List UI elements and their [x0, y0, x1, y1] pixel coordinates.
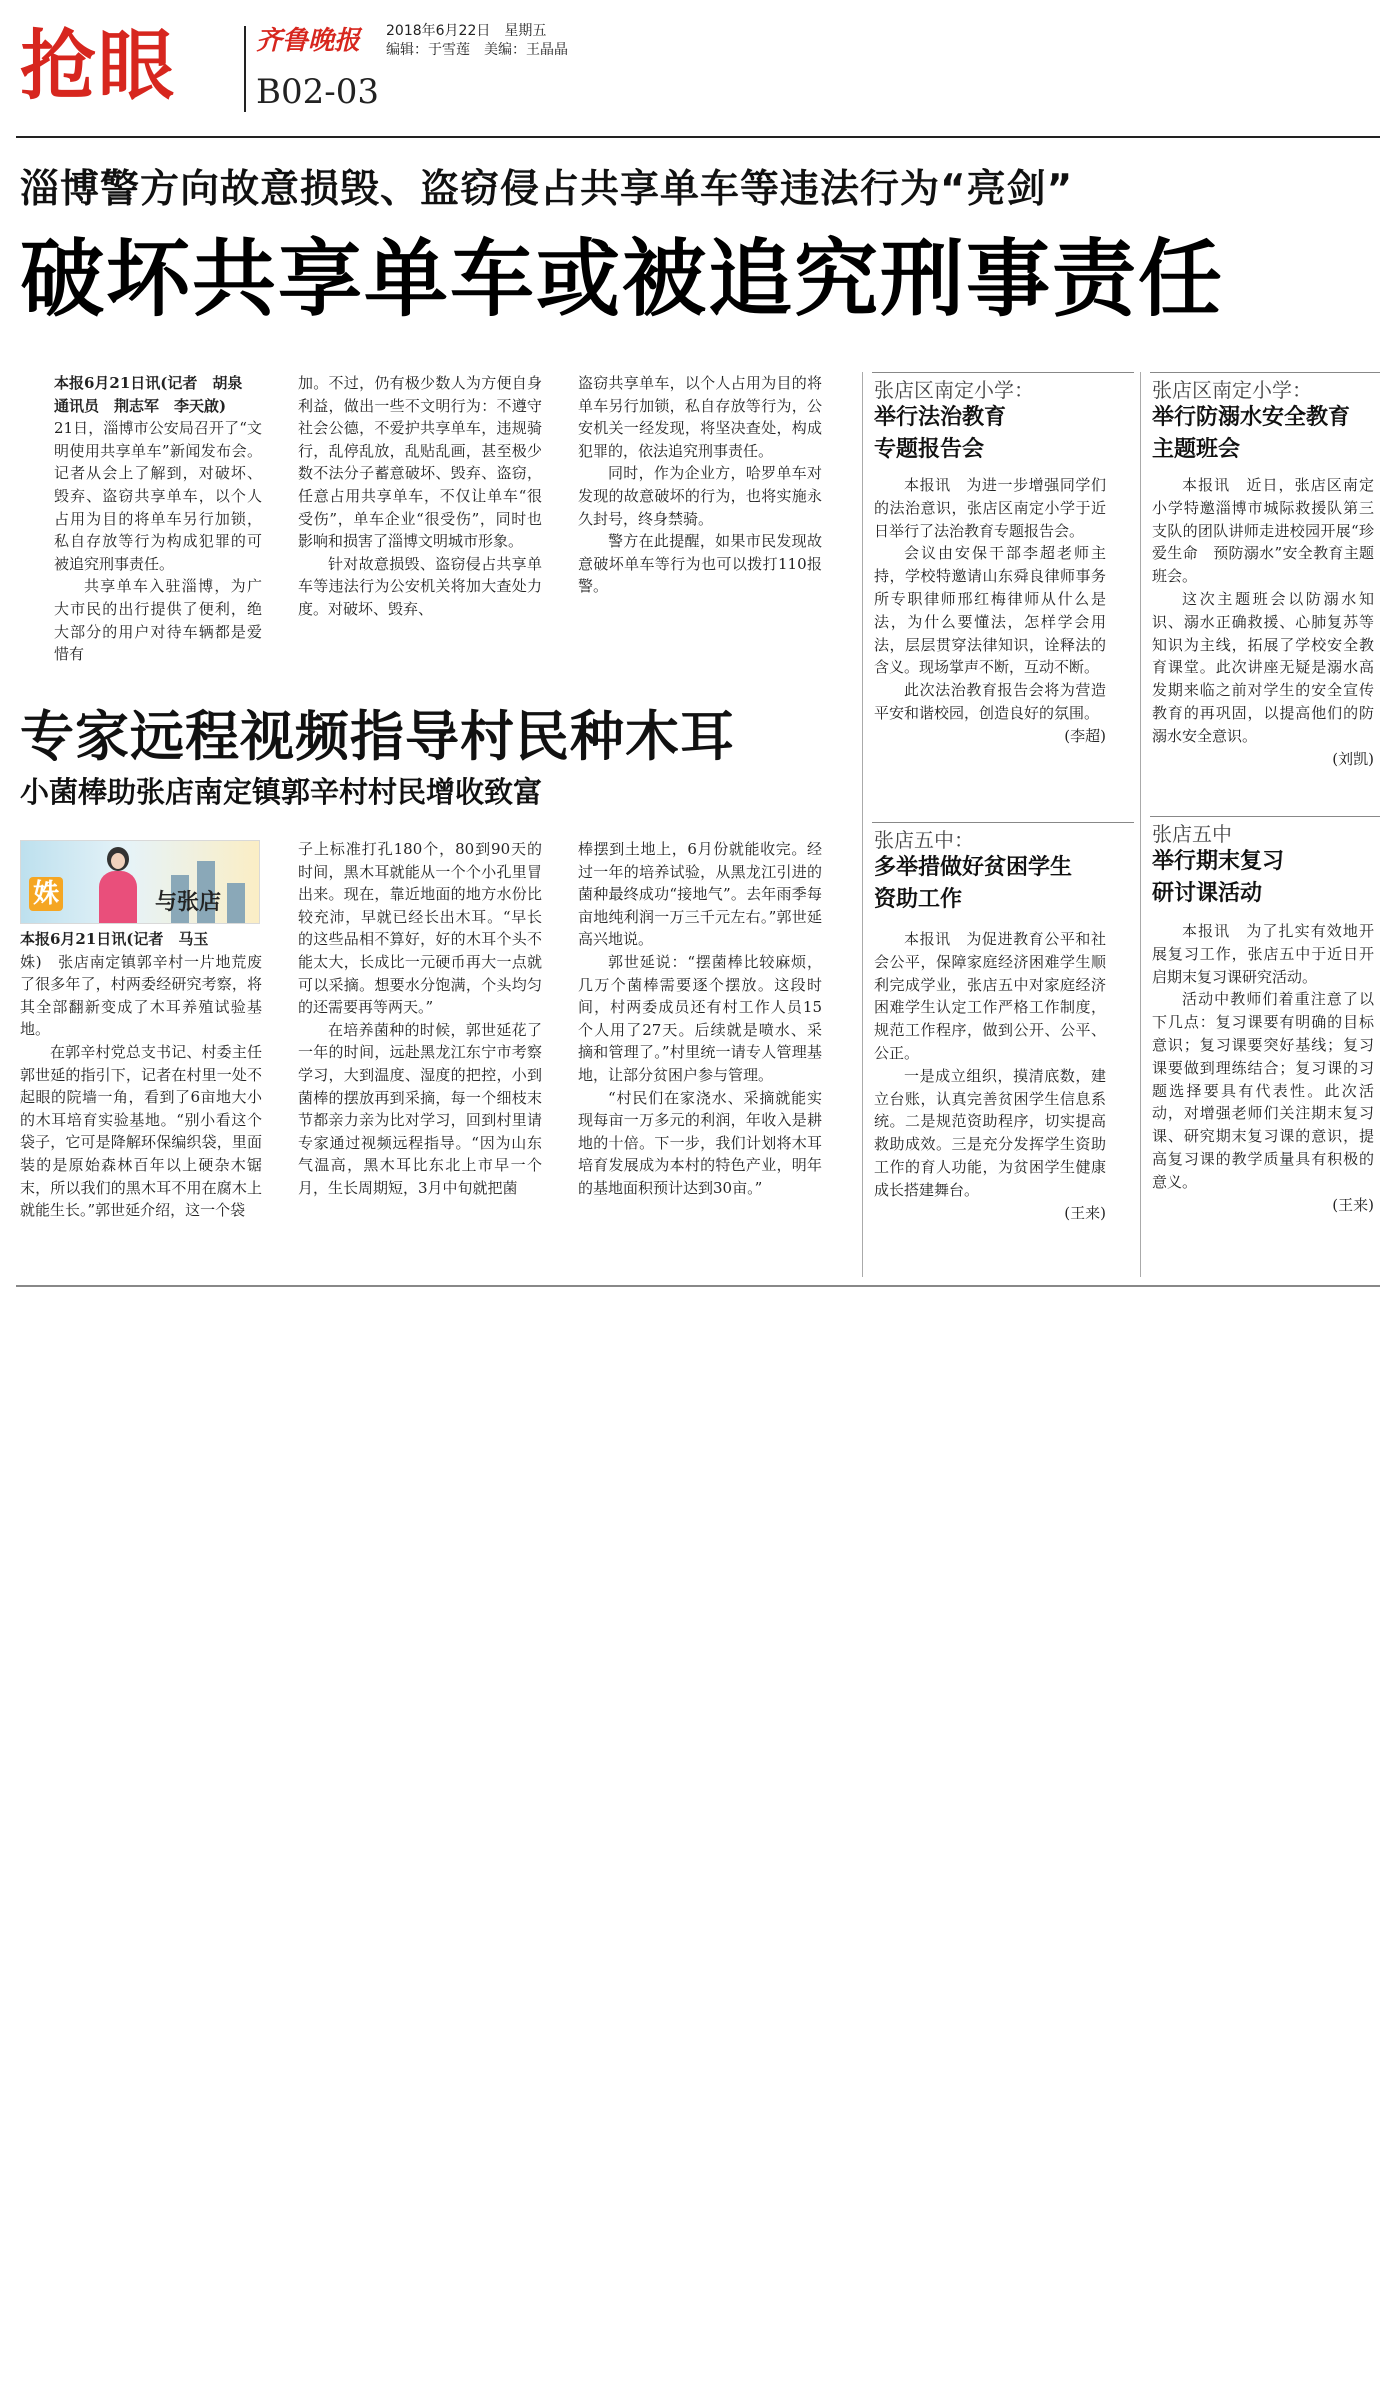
story2-column-1: [20, 928, 262, 1222]
issue-date: 2018年6月22日: [386, 23, 491, 39]
masthead: [20, 12, 1380, 124]
story2-column-2: [298, 838, 542, 1200]
brief-body: [874, 928, 1106, 1224]
article-paragraph: [298, 372, 542, 553]
brief-author: (李超): [1064, 726, 1106, 745]
article-paragraph: [298, 1019, 542, 1200]
brief-paragraph: 本报讯 为了扎实有效地开展复习工作，张店五中于近日开启期末复习课研究活动。: [1152, 922, 1374, 986]
brief-body: [874, 474, 1106, 748]
photo-tag: 姝: [29, 877, 63, 911]
brief-author: (王来): [1064, 1203, 1106, 1222]
brief-author: (王来): [1332, 1195, 1374, 1214]
article-paragraph: [578, 462, 822, 530]
header-divider: [244, 26, 246, 112]
paper-logo: 齐鲁晚报: [256, 26, 361, 56]
paragraph-text: 盗窃共享单车，以个人占用为目的将单车另行加锁，私自存放等行为，公安机关一经发现，将坚决查处，构成犯罪的，依法追究刑事责任。: [578, 374, 822, 460]
header-meta: [386, 22, 582, 60]
brief-paragraph: 此次法治教育报告会将为营造平安和谐校园，创造良好的氛围。: [874, 681, 1106, 722]
article-paragraph: [578, 951, 822, 1087]
designer-credit: 美编：王晶晶: [484, 42, 568, 58]
article-paragraph: [54, 395, 262, 418]
article-paragraph: [578, 530, 822, 598]
issue-weekday: 星期五: [504, 23, 547, 39]
brief-body: [1152, 920, 1374, 1216]
paragraph-text: 姝) 张店南定镇郭辛村一片地荒废了很多年了，村两委经研究考察，将其全部翻新变成了木耳养殖试验基地。: [20, 952, 262, 1039]
brief-rule: [1150, 816, 1380, 817]
dateline: 通讯员 荆志军 李天啟): [54, 396, 227, 415]
brief-paragraph: 本报讯 为进一步增强同学们的法治意识，张店区南定小学于近日举行了法治教育专题报告会。: [874, 476, 1106, 540]
paragraph-text: 加。不过，仍有极少数人为方便自身利益，做出一些不文明行为：不遵守社会公德，不爱护共享单车，违规骑行，乱停乱放，乱贴乱画，甚至极少数不法分子蓄意破坏、毁弃、盗窃，任意占用共享单车，不仅让单车“很受伤”，单车企业“很受伤”，同时也影响和损害了淄博文明城市形象。: [298, 374, 542, 551]
paragraph-text: 21日，淄博市公安局召开了“文明使用共享单车”新闻发布会。记者从会上了解到，对破坏、毁弃、盗窃共享单车，以个人占用为目的将单车另行加锁，私自存放等行为构成犯罪的可被追究刑事责任。: [54, 419, 262, 573]
paragraph-text: 郭世延说：“摆菌棒比较麻烦，几万个菌棒需要逐个摆放。这段时间，村两委成员还有村工作人员15个人用了27天。后续就是喷水、采摘和管理了。”村里统一请专人管理基地，让部分贫困户参与管理。: [578, 952, 822, 1084]
article-paragraph: [578, 372, 822, 462]
reporter-portrait: [97, 847, 139, 923]
brief-title: 举行期末复习 研讨课活动: [1152, 849, 1285, 906]
lead-column-2: [298, 372, 542, 621]
paragraph-text: 警方在此提醒，如果市民发现故意破坏单车等行为也可以拨打110报警。: [578, 532, 822, 596]
paragraph-text: 在培养菌种的时候，郭世延花了一年的时间，远赴黑龙江东宁市考察学习，大到温度、湿度的把控，小到菌棒的摆放再到采摘，每一个细枝末节都亲力亲为比对学习，回到村里请专家通过视频远程指导。“因为山东气温高，黑木耳比东北上市早一个月，生长周期短，3月中旬就把菌: [298, 1020, 542, 1197]
brief-paragraph: 会议由安保干部李超老师主持，学校特邀请山东舜良律师事务所专职律师邢红梅律师从什么是法，为什么要懂法，怎样学会用法，层层贯穿法律知识，诠释法的含义。现场掌声不断，互动不断。: [874, 544, 1106, 677]
page-number: B02-03: [256, 72, 380, 112]
photo-building: [227, 883, 245, 923]
dateline: 本报6月21日讯(记者 胡泉: [54, 374, 243, 392]
brief-rule: [872, 822, 1134, 823]
brief-author: (刘凯): [1332, 749, 1374, 768]
article-paragraph: [54, 372, 262, 395]
brief-label: 张店区南定小学：: [874, 378, 1034, 402]
brief-body: [1152, 474, 1374, 770]
article-paragraph: [298, 838, 542, 1019]
lead-column-3: [578, 372, 822, 598]
paragraph-text: “村民们在家浇水、采摘就能实现每亩一万多元的利润，年收入是耕地的十倍。下一步，我们计划将木耳培育发展成为本村的特色产业，明年的基地面积预计达到30亩。”: [578, 1088, 822, 1197]
lead-kicker: 淄博警方向故意损毁、盗窃侵占共享单车等违法行为“亮剑”: [20, 167, 1074, 212]
lead-column-1: [54, 372, 262, 666]
reporter-photo: [20, 840, 260, 924]
article-paragraph: [20, 951, 262, 1041]
article-paragraph: [54, 575, 262, 665]
photo-caption: 与张店: [155, 890, 222, 915]
article-paragraph: [298, 553, 542, 621]
brief-rule: [872, 372, 1134, 373]
brief-paragraph: 这次主题班会以防溺水知识、溺水正确救援、心肺复苏等知识为主线，拓展了学校安全教育课堂。此次讲座无疑是溺水高发期来临之前对学生的安全宣传教育的再巩固，以提高他们的防溺水安全意识。: [1152, 589, 1374, 745]
brief-rule: [1150, 372, 1380, 373]
article-paragraph: [578, 1087, 822, 1200]
dateline: 本报6月21日讯(记者 马玉: [20, 930, 209, 948]
lead-headline: 破坏共享单车或被追究刑事责任: [20, 230, 1225, 328]
article-paragraph: [54, 417, 262, 575]
paragraph-text: 针对故意损毁、盗窃侵占共享单车等违法行为公安机关将加大查处力度。对破坏、毁弃、: [298, 554, 542, 618]
column-divider: [862, 372, 863, 1277]
paragraph-text: 同时，作为企业方，哈罗单车对发现的故意破坏的行为，也将实施永久封号，终身禁骑。: [578, 464, 822, 528]
brief-title: 举行法治教育 专题报告会: [874, 405, 1007, 462]
brief-label: 张店五中: [1152, 822, 1232, 846]
brief-title: 多举措做好贫困学生 资助工作: [874, 855, 1073, 912]
story2-subhead: 小菌棒助张店南定镇郭辛村村民增收致富: [20, 775, 543, 809]
column-divider: [1140, 372, 1141, 1277]
story2-column-3: [578, 838, 822, 1200]
brief-paragraph: 活动中教师们着重注意了以下几点：复习课要有明确的目标意识；复习课要突好基线；复习课要做到理练结合；复习课的习题选择要具有代表性。此次活动，对增强老师们关注期末复习课、研究期末复习课的意识，提高复习课的教学质量具有积极的意义。: [1152, 990, 1374, 1191]
editor-credit: 编辑：于雪莲: [386, 42, 470, 58]
bottom-rule: [16, 1285, 1380, 1287]
brief-label: 张店五中：: [874, 828, 974, 852]
section-name: 抢眼: [20, 21, 176, 110]
paragraph-text: 在郭辛村党总支书记、村委主任郭世延的指引下，记者在村里一处不起眼的院墙一角，看到了6亩地大小的木耳培育实验基地。“别小看这个袋子，它可是降解环保编织袋，里面装的是原始森林百年以上硬杂木锯末，所以我们的黑木耳不用在腐木上就能生长。”郭世延介绍，这一个袋: [20, 1042, 262, 1220]
article-paragraph: [578, 838, 822, 951]
article-paragraph: [20, 928, 262, 951]
article-paragraph: [20, 1041, 262, 1222]
paragraph-text: 子上标准打孔180个，80到90天的时间，黑木耳就能从一个个小孔里冒出来。现在，靠近地面的地方水份比较充沛，早就已经长出木耳。“早长的这些品相不算好，好的木耳个头不能太大，长成比一元硬币再大一点就可以采摘。想要水分饱满，个头均匀的还需要再等两天。”: [298, 840, 542, 1017]
brief-label: 张店区南定小学：: [1152, 378, 1312, 402]
header-rule: [16, 136, 1380, 138]
brief-paragraph: 一是成立组织，摸清底数，建立台账，认真完善贫困学生信息系统。二是规范资助程序，切实提高救助成效。三是充分发挥学生资助工作的育人功能，为贫困学生健康成长搭建舞台。: [874, 1066, 1106, 1199]
brief-paragraph: 本报讯 为促进教育公平和社会公平，保障家庭经济困难学生顺利完成学业，张店五中对家庭经济困难学生认定工作严格工作制度，规范工作程序，做到公开、公平、公正。: [874, 930, 1106, 1062]
story2-headline: 专家远程视频指导村民种木耳: [20, 705, 735, 768]
paragraph-text: 棒摆到土地上，6月份就能收完。经过一年的培养试验，从黑龙江引进的菌种最终成功“接地气”。去年雨季每亩地纯利润一万三千元左右。”郭世延高兴地说。: [578, 840, 822, 949]
brief-paragraph: 本报讯 近日，张店区南定小学特邀淄博市城际救援队第三支队的团队讲师走进校园开展“珍爱生命 预防溺水”安全教育主题班会。: [1152, 476, 1374, 586]
paragraph-text: 共享单车入驻淄博，为广大市民的出行提供了便利，绝大部分的用户对待车辆都是爱惜有: [54, 577, 262, 664]
brief-title: 举行防溺水安全教育 主题班会: [1152, 405, 1351, 462]
